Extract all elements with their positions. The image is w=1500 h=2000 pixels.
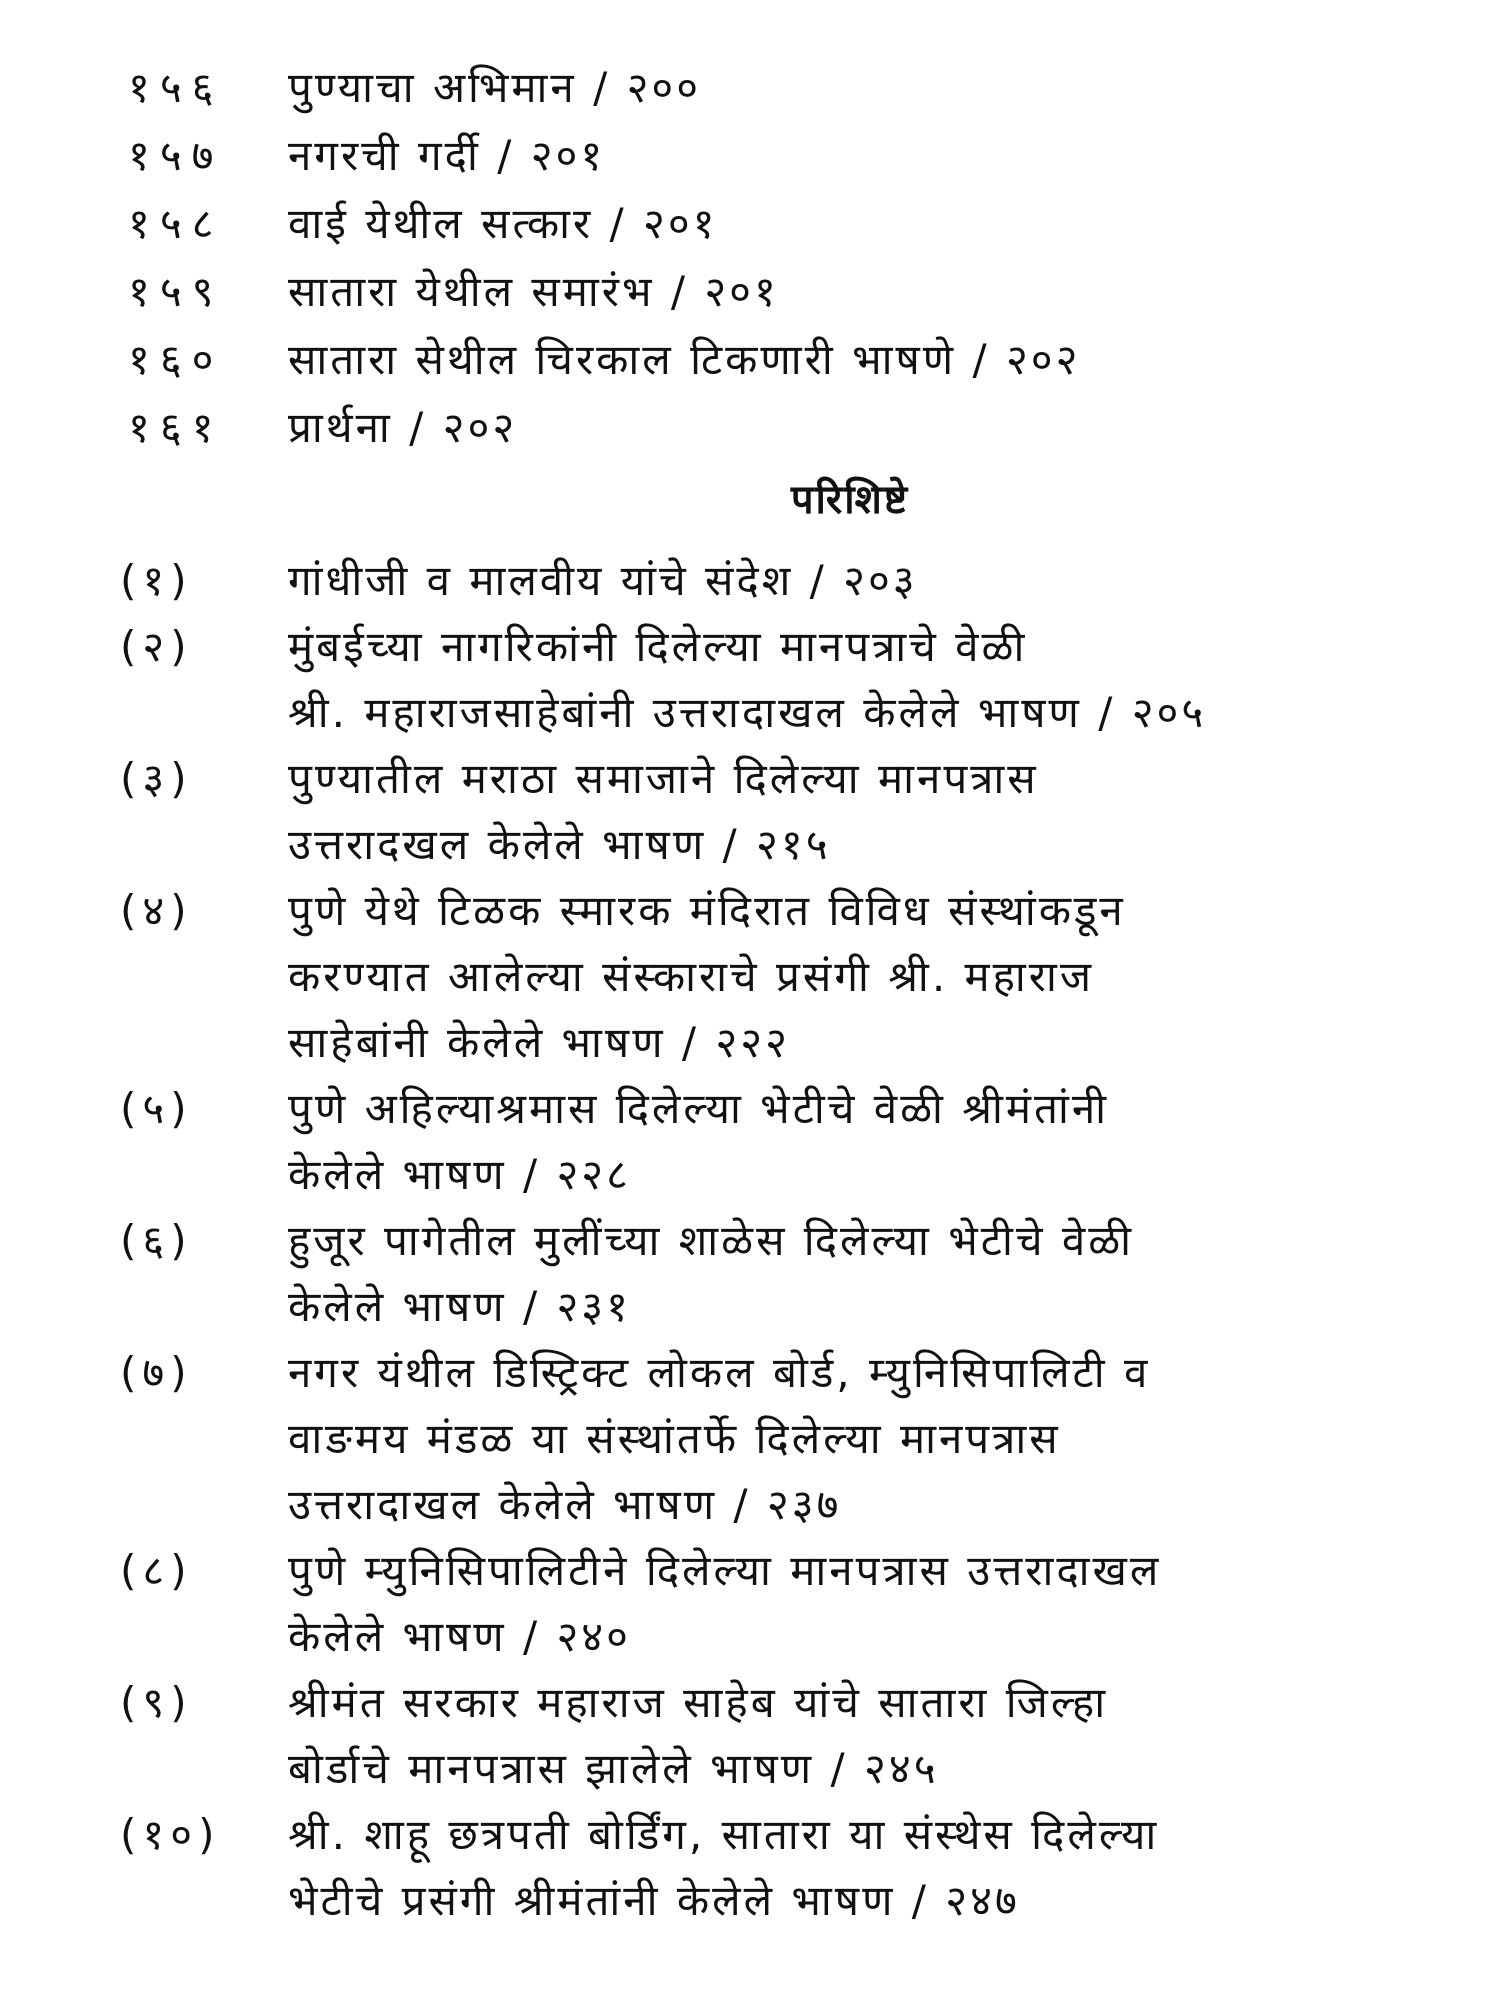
appendix-line: साहेबांनी केलेले भाषण / २२२: [288, 1018, 790, 1067]
appendix-entry: [120, 1076, 1460, 1208]
appendix-line: श्री. शाहू छत्रपती बोर्डिंग, सातारा या संस्थेस दिलेल्या: [288, 1810, 1160, 1859]
toc-entry-title: वाई येथील सत्कार / २०१: [288, 199, 718, 248]
section-heading: परिशिष्टे: [790, 477, 910, 523]
appendix-entry: [120, 1670, 1460, 1802]
toc-entry: [128, 262, 1428, 330]
appendix-text: [288, 1076, 1460, 1208]
appendix-text: [288, 746, 1460, 878]
appendix-line: करण्यात आलेल्या संस्काराचे प्रसंगी श्री. महाराज: [288, 952, 1095, 1001]
appendix-line: वाङमय मंडळ या संस्थांतर्फे दिलेल्या मानपत्रास: [288, 1414, 1061, 1463]
appendix-entry: [120, 1538, 1460, 1670]
toc-entry: [128, 58, 1428, 126]
appendix-line: उत्तरादखल केलेले भाषण / २१५: [288, 820, 831, 869]
appendix-line: गांधीजी व मालवीय यांचे संदेश / २०३: [288, 556, 918, 605]
appendix-line: पुणे येथे टिळक स्मारक मंदिरात विविध संस्थांकडून: [288, 886, 1126, 935]
toc-entry-title: प्रार्थना / २०२: [288, 403, 518, 452]
toc-entry-title: सातारा येथील समारंभ / २०१: [288, 267, 779, 316]
toc-entry-number: १६१: [128, 403, 224, 452]
appendix-number: (९): [120, 1678, 193, 1727]
appendix-line: उत्तरादाखल केलेले भाषण / २३७: [288, 1480, 842, 1529]
appendix-line: श्री. महाराजसाहेबांनी उत्तरादाखल केलेले भाषण / २०५: [288, 688, 1207, 737]
toc-entry-title: सातारा सेथील चिरकाल टिकणारी भाषणे / २०२: [288, 335, 1081, 384]
toc-list: [128, 58, 1428, 466]
toc-entry-number: १६०: [128, 335, 224, 384]
toc-entry: [128, 398, 1428, 466]
toc-entry-number: १५७: [128, 131, 224, 180]
appendix-number: (४): [120, 886, 193, 935]
appendix-entry: [120, 1802, 1460, 1934]
toc-entry-title: नगरची गर्दी / २०१: [288, 131, 606, 180]
appendix-number: (६): [120, 1216, 193, 1265]
appendix-text: [288, 878, 1460, 1076]
appendix-line: पुणे म्युनिसिपालिटीने दिलेल्या मानपत्रास उत्तरादाखल: [288, 1546, 1162, 1595]
appendix-line: हुजूर पागेतील मुलींच्या शाळेस दिलेल्या भेटीचे वेळी: [288, 1216, 1134, 1265]
appendix-entry: [120, 746, 1460, 878]
toc-entry-number: १५६: [128, 63, 224, 112]
toc-entry: [128, 330, 1428, 398]
appendix-text: [288, 1208, 1460, 1340]
appendix-text: [288, 548, 1460, 614]
appendix-entry: [120, 1340, 1460, 1538]
appendix-entry: [120, 548, 1460, 614]
appendix-text: [288, 614, 1460, 746]
toc-entry: [128, 194, 1428, 262]
appendix-line: श्रीमंत सरकार महाराज साहेब यांचे सातारा जिल्हा: [288, 1678, 1109, 1727]
appendix-line: केलेले भाषण / २४०: [288, 1612, 631, 1661]
appendix-text: [288, 1340, 1460, 1538]
appendix-line: पुणे अहिल्याश्रमास दिलेल्या भेटीचे वेळी श्रीमंतांनी: [288, 1084, 1110, 1133]
appendix-entry: [120, 878, 1460, 1076]
appendix-number: (७): [120, 1348, 193, 1397]
appendix-text: [288, 1538, 1460, 1670]
appendix-number: (१): [120, 556, 193, 605]
appendix-entry: [120, 614, 1460, 746]
appendix-line: मुंबईच्या नागरिकांनी दिलेल्या मानपत्राचे वेळी: [288, 622, 1028, 671]
appendix-line: भेटीचे प्रसंगी श्रीमंतांनी केलेले भाषण / २४७: [288, 1876, 1020, 1925]
toc-entry-title: पुण्याचा अभिमान / २००: [288, 63, 702, 112]
appendix-line: नगर यंथील डिस्ट्रिक्ट लोकल बोर्ड, म्युनिसिपालिटी व: [288, 1348, 1151, 1397]
appendix-text: [288, 1802, 1460, 1934]
toc-entry-number: १५९: [128, 267, 224, 316]
appendix-number: (३): [120, 754, 193, 803]
appendix-number: (५): [120, 1084, 193, 1133]
appendix-line: केलेले भाषण / २२८: [288, 1150, 631, 1199]
appendix-line: केलेले भाषण / २३१: [288, 1282, 631, 1331]
appendix-list: [120, 548, 1460, 1934]
toc-entry-number: १५८: [128, 199, 224, 248]
toc-entry: [128, 126, 1428, 194]
appendix-line: बोर्डाचे मानपत्रास झालेले भाषण / २४५: [288, 1744, 939, 1793]
appendix-line: पुण्यातील मराठा समाजाने दिलेल्या मानपत्रास: [288, 754, 1039, 803]
appendix-number: (८): [120, 1546, 193, 1595]
appendix-number: (१०): [120, 1810, 221, 1859]
appendix-text: [288, 1670, 1460, 1802]
appendix-number: (२): [120, 622, 193, 671]
appendix-entry: [120, 1208, 1460, 1340]
